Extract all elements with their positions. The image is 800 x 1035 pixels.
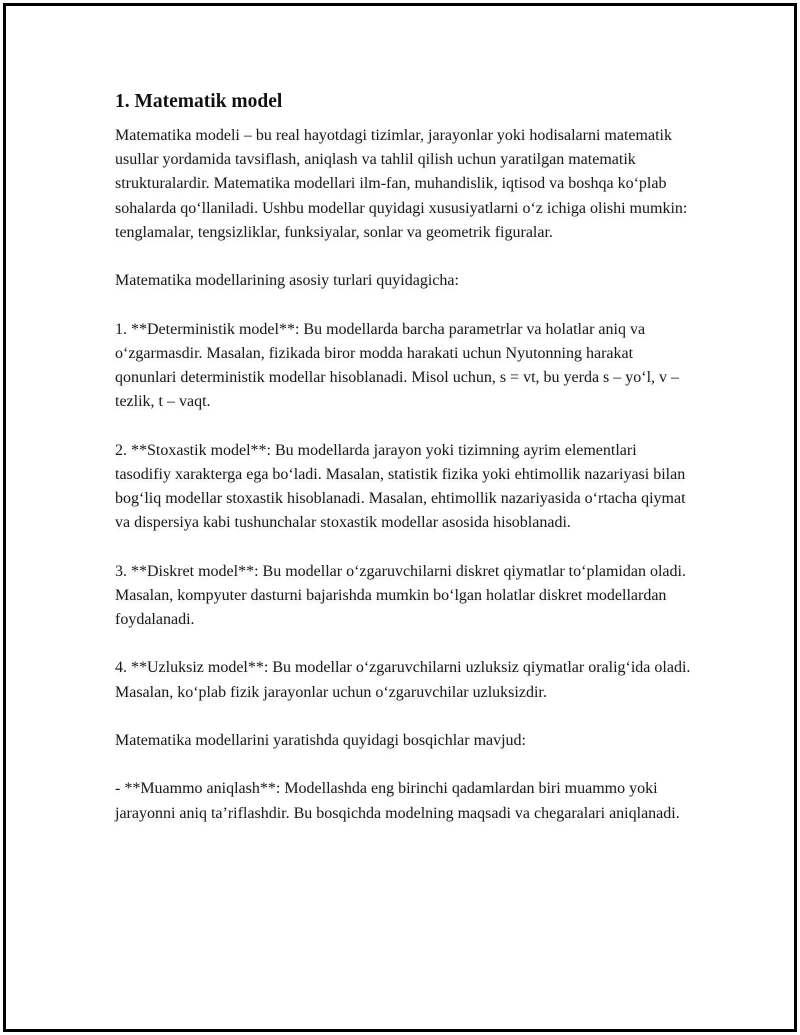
paragraph-types-intro: Matematika modellarining asosiy turlari quyidagicha: [115, 272, 459, 290]
paragraph-deterministic: 1. **Deterministik model**: Bu modellarda barcha parametrlar va holatlar aniq va oʻzgarmasdir. Masalan, fizikada biror modda harakati uchun Nyutonning harakat qonunlari deterministik modellar hisoblanadi. Misol uchun, s = vt, bu yerda s – yoʻl, v – tezlik, t – vaqt. [115, 320, 680, 411]
paragraph-continuous: 4. **Uzluksiz model**: Bu modellar oʻzgaruvchilarni uzluksiz qiymatlar oraligʻida oladi. Masalan, koʻplab fizik jarayonlar uchun oʻzgaruvchilar uzluksizdir. [115, 659, 691, 701]
document-body [115, 90, 695, 850]
paragraph-steps-intro: Matematika modellarini yaratishda quyidagi bosqichlar mavjud: [115, 731, 526, 749]
paragraph-definition: Matematika modeli – bu real hayotdagi tizimlar, jarayonlar yoki hodisalarni matematik usullar yordamida tavsiflash, aniqlash va tahlil qilish uchun yaratilgan matematik strukturalardir. Matematika modellari ilm-fan, muhandislik, iqtisod va boshqa koʻplab sohalarda qoʻllaniladi. Ushbu modellar quyidagi xususiyatlarni oʻz ichiga olishi mumkin: tenglamalar, tengsizliklar, funksiyalar, sonlar va geometrik figuralar. [115, 127, 688, 241]
paragraph-problem-definition: - **Muammo aniqlash**: Modellashda eng birinchi qadamlardan biri muammo yoki jarayonni aniq taʼriflashdir. Bu bosqichda modelning maqsadi va chegaralari aniqlanadi. [115, 780, 680, 822]
paragraph-discrete: 3. **Diskret model**: Bu modellar oʻzgaruvchilarni diskret qiymatlar toʻplamidan oladi. Masalan, kompyuter dasturni bajarishda mumkin boʻlgan holatlar diskret modellardan foydalanadi. [115, 562, 686, 628]
section-heading: 1. Matematik model [115, 91, 283, 112]
paragraph-stochastic: 2. **Stoxastik model**: Bu modellarda jarayon yoki tizimning ayrim elementlari tasodifiy xarakterga ega boʻladi. Masalan, statistik fizika yoki ehtimollik nazariyasi bilan bogʻliq modellar stoxastik hisoblanadi. Masalan, ehtimollik nazariyasida oʻrtacha qiymat va dispersiya kabi tushunchalar stoxastik modellar asosida hisoblanadi. [115, 441, 686, 532]
